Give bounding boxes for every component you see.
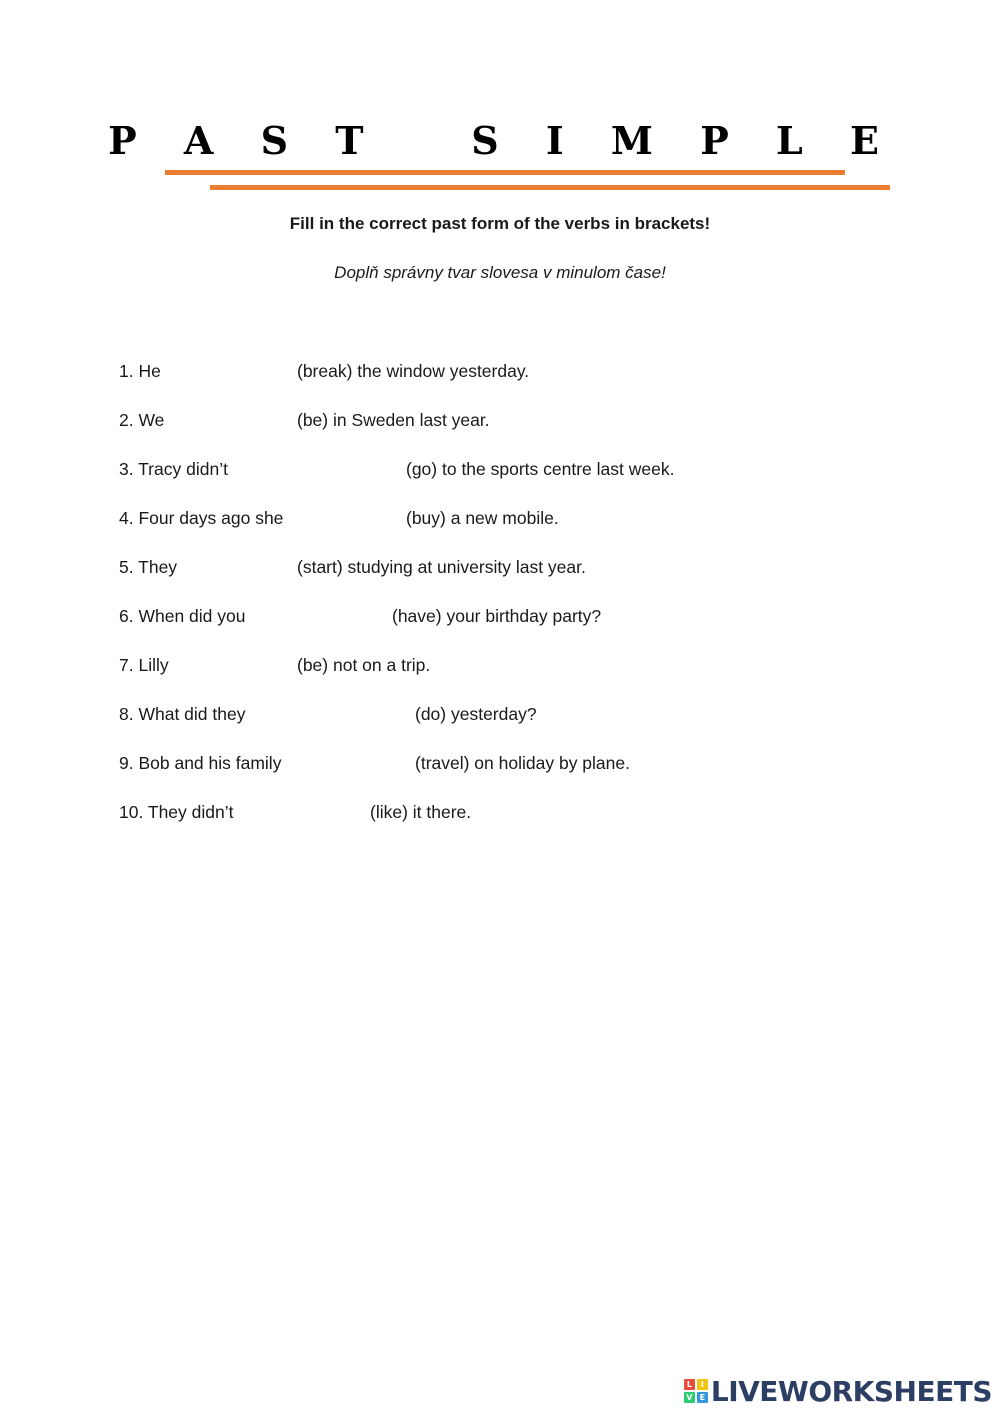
title-underline-bottom <box>210 185 890 190</box>
exercise-tail: (be) not on a trip. <box>297 655 431 675</box>
exercise-tail: (have) your birthday party? <box>392 606 602 626</box>
exercise-tail: (start) studying at university last year. <box>297 557 586 577</box>
logo-letter: V <box>684 1392 695 1403</box>
exercise-prefix: 5. They <box>119 557 178 577</box>
exercise-item <box>119 655 431 676</box>
logo-letter: E <box>697 1392 708 1403</box>
exercise-item <box>119 410 490 431</box>
exercise-prefix: 3. Tracy didn’t <box>119 459 228 479</box>
exercise-tail: (go) to the sports centre last week. <box>406 459 675 479</box>
instruction-english: Fill in the correct past form of the verbs in brackets! <box>289 214 711 233</box>
exercise-tail: (be) in Sweden last year. <box>297 410 490 430</box>
exercise-item <box>119 557 586 578</box>
logo-letter: I <box>697 1379 708 1390</box>
logo-letter: L <box>684 1379 695 1390</box>
instruction-slovak: Doplň správny tvar slovesa v minulom čase! <box>334 263 666 282</box>
exercise-item <box>119 606 602 627</box>
exercise-tail: (do) yesterday? <box>415 704 537 724</box>
exercise-prefix: 1. He <box>119 361 161 381</box>
logo-mark-icon <box>684 1379 708 1403</box>
liveworksheets-logo[interactable] <box>684 1374 992 1408</box>
exercise-prefix: 7. Lilly <box>119 655 169 675</box>
exercise-tail: (like) it there. <box>370 802 472 822</box>
worksheet-title: P A S T S I M P L E <box>108 118 896 163</box>
exercise-item <box>119 459 675 480</box>
exercise-item <box>119 802 472 823</box>
exercise-item <box>119 361 530 382</box>
exercise-prefix: 2. We <box>119 410 165 430</box>
exercise-tail: (travel) on holiday by plane. <box>415 753 630 773</box>
exercise-prefix: 4. Four days ago she <box>119 508 284 528</box>
exercise-item <box>119 753 630 774</box>
exercise-tail: (buy) a new mobile. <box>406 508 559 528</box>
logo-text: LIVEWORKSHEETS <box>710 1374 992 1408</box>
exercise-tail: (break) the window yesterday. <box>297 361 530 381</box>
exercise-prefix: 9. Bob and his family <box>119 753 282 773</box>
exercise-prefix: 6. When did you <box>119 606 246 626</box>
exercise-item <box>119 508 559 529</box>
exercise-prefix: 8. What did they <box>119 704 246 724</box>
exercise-prefix: 10. They didn’t <box>119 802 234 822</box>
title-underline-top <box>165 170 845 175</box>
exercise-item <box>119 704 537 725</box>
